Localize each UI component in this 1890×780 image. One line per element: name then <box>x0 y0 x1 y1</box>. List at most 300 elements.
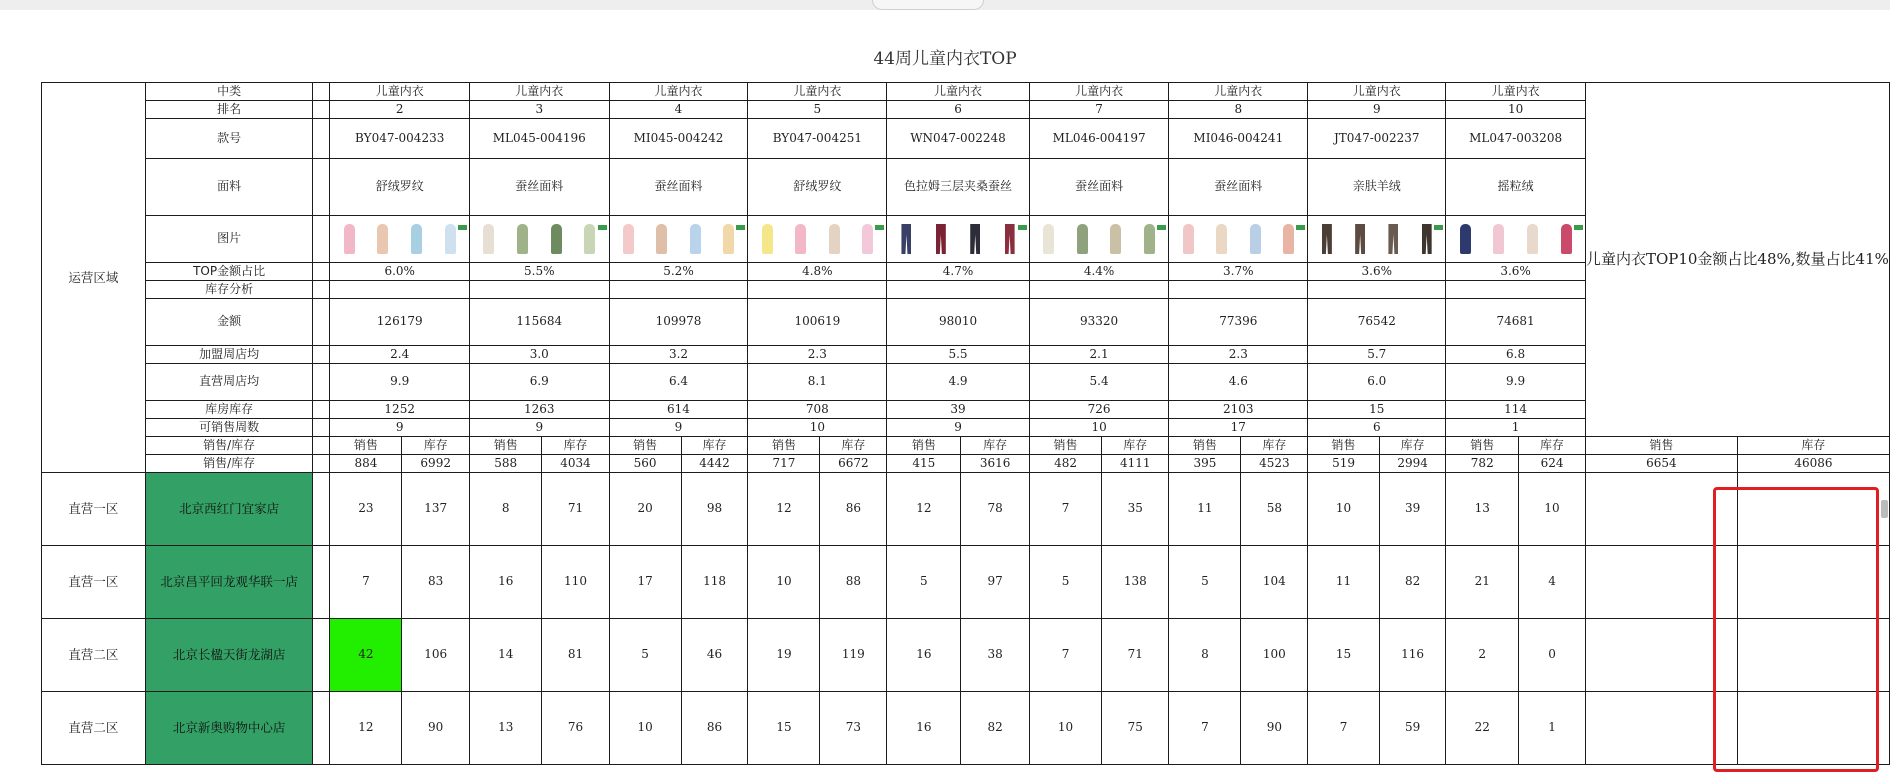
picture-tag-icon <box>1434 225 1443 230</box>
product-direct: 4.6 <box>1169 364 1308 401</box>
store-stock-cell: 71 <box>1102 619 1169 692</box>
store-sales-cell: 7 <box>1169 692 1241 765</box>
total-stock-label: 库存 <box>1737 437 1889 455</box>
product-weeks: 10 <box>1029 419 1169 437</box>
product-rank: 5 <box>748 101 887 119</box>
store-sales-cell: 8 <box>1169 619 1241 692</box>
pants-icon <box>1422 224 1432 254</box>
product-amount: 98010 <box>887 299 1030 346</box>
spacer-cell <box>313 159 330 216</box>
kid-outfit-icon <box>584 224 595 254</box>
spacer-cell <box>313 437 330 455</box>
store-sales-cell: 20 <box>609 473 681 546</box>
stock-col-label: 库存 <box>402 437 470 455</box>
sales-col-label: 销售 <box>1308 437 1380 455</box>
product-picture-cell <box>330 216 470 263</box>
store-stock-cell: 100 <box>1241 619 1308 692</box>
store-sales-cell: 11 <box>1308 546 1380 619</box>
grand-total-stock: 46086 <box>1737 455 1889 473</box>
store-sales-cell: 7 <box>1029 619 1101 692</box>
store-total-stock-cell <box>1737 619 1889 692</box>
top-products-table <box>41 82 1890 765</box>
row-label-franchise: 加盟周店均 <box>145 346 313 364</box>
collapse-handle[interactable] <box>872 0 984 10</box>
product-fabric: 蚕丝面料 <box>470 159 610 216</box>
product-warehouse: 2103 <box>1169 401 1308 419</box>
store-total-stock-cell <box>1737 546 1889 619</box>
product-franchise: 3.2 <box>609 346 748 364</box>
product-amount: 77396 <box>1169 299 1308 346</box>
row-label-inventory: 库存分析 <box>145 281 313 299</box>
store-sales-cell: 16 <box>470 546 542 619</box>
product-amount: 115684 <box>470 299 610 346</box>
product-category: 儿童内衣 <box>887 83 1030 101</box>
sales-col-label: 销售 <box>1446 437 1519 455</box>
product-weeks: 17 <box>1169 419 1308 437</box>
product-warehouse: 1263 <box>470 401 610 419</box>
store-stock-cell: 82 <box>1379 546 1445 619</box>
spacer-cell <box>313 346 330 364</box>
product-stock-total: 6672 <box>820 455 887 473</box>
product-ratio: 5.2% <box>609 263 748 281</box>
product-weeks: 1 <box>1446 419 1586 437</box>
spacer-cell <box>313 83 330 101</box>
sales-col-label: 销售 <box>1029 437 1101 455</box>
store-sales-cell: 13 <box>1446 473 1519 546</box>
kid-outfit-icon <box>762 224 773 254</box>
spacer-cell <box>313 263 330 281</box>
store-sales-cell: 10 <box>748 546 820 619</box>
product-warehouse: 39 <box>887 401 1030 419</box>
store-stock-cell: 116 <box>1379 619 1445 692</box>
empty-cell <box>887 281 1030 299</box>
row-label-amount: 金额 <box>145 299 313 346</box>
store-sales-cell: 7 <box>1308 692 1380 765</box>
product-warehouse: 1252 <box>330 401 470 419</box>
stock-col-label: 库存 <box>820 437 887 455</box>
pants-icon <box>901 224 911 254</box>
product-style: MI046-004241 <box>1169 119 1308 159</box>
window-top-bar <box>0 0 1890 10</box>
product-franchise: 2.4 <box>330 346 470 364</box>
product-style: BY047-004251 <box>748 119 887 159</box>
spacer-cell <box>313 473 330 546</box>
store-region: 直营一区 <box>42 473 146 546</box>
kid-outfit-icon <box>1077 224 1088 254</box>
kid-outfit-icon <box>795 224 806 254</box>
product-ratio: 4.4% <box>1029 263 1169 281</box>
store-sales-cell: 19 <box>748 619 820 692</box>
store-stock-cell: 71 <box>542 473 609 546</box>
store-stock-cell: 138 <box>1102 546 1169 619</box>
product-ratio: 4.8% <box>748 263 887 281</box>
product-sales-total: 560 <box>609 455 681 473</box>
picture-tag-icon <box>1574 225 1583 230</box>
product-rank: 10 <box>1446 101 1586 119</box>
store-stock-cell: 90 <box>1241 692 1308 765</box>
product-rank: 3 <box>470 101 610 119</box>
store-sales-cell: 2 <box>1446 619 1519 692</box>
stock-col-label: 库存 <box>542 437 609 455</box>
product-sales-total: 415 <box>887 455 961 473</box>
store-sales-cell: 5 <box>887 546 961 619</box>
kid-outfit-icon <box>1043 224 1054 254</box>
product-picture-cell <box>470 216 610 263</box>
store-sales-cell: 5 <box>609 619 681 692</box>
total-sales-label: 销售 <box>1585 437 1737 455</box>
sales-col-label: 销售 <box>330 437 402 455</box>
row-label-ratio: TOP金额占比 <box>145 263 313 281</box>
store-stock-cell: 10 <box>1519 473 1586 546</box>
store-row <box>42 546 1890 619</box>
row-label-sales-stock: 销售/库存 <box>145 437 313 455</box>
product-weeks: 9 <box>330 419 470 437</box>
kid-outfit-icon <box>445 224 456 254</box>
stock-col-label: 库存 <box>1102 437 1169 455</box>
product-direct: 8.1 <box>748 364 887 401</box>
store-name: 北京西红门宜家店 <box>145 473 313 546</box>
product-sales-total: 717 <box>748 455 820 473</box>
kid-outfit-icon <box>1110 224 1121 254</box>
store-sales-cell: 13 <box>470 692 542 765</box>
product-ratio: 3.7% <box>1169 263 1308 281</box>
store-stock-cell: 119 <box>820 619 887 692</box>
grand-total-sales: 6654 <box>1585 455 1737 473</box>
empty-cell <box>330 281 470 299</box>
product-style: WN047-002248 <box>887 119 1030 159</box>
spacer-cell <box>313 619 330 692</box>
spacer-cell <box>313 216 330 263</box>
picture-tag-icon <box>458 225 467 230</box>
spacer-cell <box>313 401 330 419</box>
product-fabric: 摇粒绒 <box>1446 159 1586 216</box>
store-stock-cell: 86 <box>820 473 887 546</box>
product-style: ML047-003208 <box>1446 119 1586 159</box>
kid-outfit-icon <box>1561 224 1572 254</box>
sales-col-label: 销售 <box>748 437 820 455</box>
product-rank: 9 <box>1308 101 1446 119</box>
product-direct: 9.9 <box>330 364 470 401</box>
store-stock-cell: 83 <box>402 546 470 619</box>
kid-outfit-icon <box>690 224 701 254</box>
product-ratio: 3.6% <box>1446 263 1586 281</box>
product-stock-total: 6992 <box>402 455 470 473</box>
spacer-cell <box>313 101 330 119</box>
kid-outfit-icon <box>377 224 388 254</box>
product-category: 儿童内衣 <box>470 83 610 101</box>
product-rank: 7 <box>1029 101 1169 119</box>
store-stock-cell: 78 <box>961 473 1029 546</box>
product-fabric: 亲肤羊绒 <box>1308 159 1446 216</box>
header-row-sales-stock-totals <box>42 455 1890 473</box>
store-row <box>42 692 1890 765</box>
pants-icon <box>1322 224 1332 254</box>
store-stock-cell: 90 <box>402 692 470 765</box>
product-amount: 74681 <box>1446 299 1586 346</box>
product-direct: 9.9 <box>1446 364 1586 401</box>
kid-outfit-icon <box>1460 224 1471 254</box>
product-warehouse: 726 <box>1029 401 1169 419</box>
picture-tag-icon <box>1018 225 1027 230</box>
pants-icon <box>1355 224 1365 254</box>
product-weeks: 9 <box>609 419 748 437</box>
product-picture <box>1308 224 1445 254</box>
product-picture <box>748 224 886 254</box>
product-weeks: 9 <box>887 419 1030 437</box>
product-ratio: 4.7% <box>887 263 1030 281</box>
product-direct: 6.4 <box>609 364 748 401</box>
product-style: MI045-004242 <box>609 119 748 159</box>
product-ratio: 3.6% <box>1308 263 1446 281</box>
product-warehouse: 15 <box>1308 401 1446 419</box>
spacer-cell <box>313 419 330 437</box>
pants-icon <box>970 224 980 254</box>
picture-tag-icon <box>1157 225 1166 230</box>
kid-outfit-icon <box>411 224 422 254</box>
store-sales-cell: 10 <box>609 692 681 765</box>
store-sales-cell: 14 <box>470 619 542 692</box>
scrollbar-thumb[interactable] <box>1881 500 1888 518</box>
store-stock-cell: 98 <box>681 473 748 546</box>
kid-outfit-icon <box>723 224 734 254</box>
store-stock-cell: 97 <box>961 546 1029 619</box>
product-style: ML046-004197 <box>1029 119 1169 159</box>
product-amount: 93320 <box>1029 299 1169 346</box>
store-sales-cell: 12 <box>748 473 820 546</box>
product-warehouse: 614 <box>609 401 748 419</box>
store-stock-cell: 0 <box>1519 619 1586 692</box>
picture-tag-icon <box>736 225 745 230</box>
pants-icon <box>936 224 946 254</box>
product-fabric: 色拉姆三层夹桑蚕丝 <box>887 159 1030 216</box>
product-franchise: 2.1 <box>1029 346 1169 364</box>
store-sales-cell: 23 <box>330 473 402 546</box>
product-amount: 126179 <box>330 299 470 346</box>
header-row-sales-stock-labels <box>42 437 1890 455</box>
stock-col-label: 库存 <box>961 437 1029 455</box>
store-stock-cell: 104 <box>1241 546 1308 619</box>
store-name: 北京昌平回龙观华联一店 <box>145 546 313 619</box>
product-category: 儿童内衣 <box>330 83 470 101</box>
product-stock-total: 4111 <box>1102 455 1169 473</box>
store-sales-cell: 5 <box>1029 546 1101 619</box>
store-sales-cell: 7 <box>1029 473 1101 546</box>
store-stock-cell: 58 <box>1241 473 1308 546</box>
product-franchise: 5.7 <box>1308 346 1446 364</box>
product-picture <box>1030 224 1169 254</box>
store-stock-cell: 4 <box>1519 546 1586 619</box>
product-rank: 4 <box>609 101 748 119</box>
stock-col-label: 库存 <box>681 437 748 455</box>
store-total-stock-cell <box>1737 473 1889 546</box>
product-stock-total: 2994 <box>1379 455 1445 473</box>
product-picture-cell <box>1029 216 1169 263</box>
product-stock-total: 4442 <box>681 455 748 473</box>
row-label-direct: 直营周店均 <box>145 364 313 401</box>
product-stock-total: 624 <box>1519 455 1586 473</box>
empty-cell <box>470 281 610 299</box>
store-sales-cell: 42 <box>330 619 402 692</box>
product-ratio: 5.5% <box>470 263 610 281</box>
spacer-cell <box>313 281 330 299</box>
kid-outfit-icon <box>1144 224 1155 254</box>
stock-col-label: 库存 <box>1519 437 1586 455</box>
spacer-cell <box>313 299 330 346</box>
kid-outfit-icon <box>344 224 355 254</box>
store-sales-cell: 11 <box>1169 473 1241 546</box>
store-stock-cell: 88 <box>820 546 887 619</box>
region-header: 运营区域 <box>42 83 146 473</box>
picture-tag-icon <box>875 225 884 230</box>
product-direct: 4.9 <box>887 364 1030 401</box>
product-warehouse: 114 <box>1446 401 1586 419</box>
product-picture-cell <box>1446 216 1586 263</box>
product-picture <box>470 224 609 254</box>
row-label-category: 中类 <box>145 83 313 101</box>
product-ratio: 6.0% <box>330 263 470 281</box>
store-stock-cell: 59 <box>1379 692 1445 765</box>
store-sales-cell: 22 <box>1446 692 1519 765</box>
product-fabric: 舒绒罗纹 <box>748 159 887 216</box>
kid-outfit-icon <box>1216 224 1227 254</box>
product-picture-cell <box>748 216 887 263</box>
store-stock-cell: 46 <box>681 619 748 692</box>
store-total-sales-cell <box>1585 546 1737 619</box>
kid-outfit-icon <box>1183 224 1194 254</box>
store-stock-cell: 76 <box>542 692 609 765</box>
product-amount: 109978 <box>609 299 748 346</box>
product-sales-total: 482 <box>1029 455 1101 473</box>
sales-col-label: 销售 <box>1169 437 1241 455</box>
product-style: JT047-002237 <box>1308 119 1446 159</box>
product-picture-cell <box>1308 216 1446 263</box>
store-stock-cell: 39 <box>1379 473 1445 546</box>
spacer-cell <box>313 119 330 159</box>
store-region: 直营一区 <box>42 546 146 619</box>
product-amount: 76542 <box>1308 299 1446 346</box>
store-stock-cell: 35 <box>1102 473 1169 546</box>
kid-outfit-icon <box>829 224 840 254</box>
kid-outfit-icon <box>1283 224 1294 254</box>
store-stock-cell: 106 <box>402 619 470 692</box>
product-franchise: 2.3 <box>1169 346 1308 364</box>
empty-cell <box>1169 281 1308 299</box>
store-total-stock-cell <box>1737 692 1889 765</box>
sales-col-label: 销售 <box>887 437 961 455</box>
empty-cell <box>1308 281 1446 299</box>
kid-outfit-icon <box>551 224 562 254</box>
product-category: 儿童内衣 <box>1308 83 1446 101</box>
sales-col-label: 销售 <box>470 437 542 455</box>
store-row <box>42 619 1890 692</box>
sales-col-label: 销售 <box>609 437 681 455</box>
kid-outfit-icon <box>623 224 634 254</box>
product-style: BY047-004233 <box>330 119 470 159</box>
product-direct: 6.0 <box>1308 364 1446 401</box>
store-sales-cell: 12 <box>887 473 961 546</box>
product-rank: 8 <box>1169 101 1308 119</box>
spacer-cell <box>313 546 330 619</box>
stock-col-label: 库存 <box>1241 437 1308 455</box>
product-category: 儿童内衣 <box>1446 83 1586 101</box>
product-direct: 5.4 <box>1029 364 1169 401</box>
product-sales-total: 884 <box>330 455 402 473</box>
pants-icon <box>1388 224 1398 254</box>
product-category: 儿童内衣 <box>609 83 748 101</box>
spacer-cell <box>313 455 330 473</box>
product-picture-cell <box>887 216 1030 263</box>
kid-outfit-icon <box>1250 224 1261 254</box>
kid-outfit-icon <box>483 224 494 254</box>
store-sales-cell: 12 <box>330 692 402 765</box>
kid-outfit-icon <box>862 224 873 254</box>
product-weeks: 9 <box>470 419 610 437</box>
kid-outfit-icon <box>1527 224 1538 254</box>
store-stock-cell: 118 <box>681 546 748 619</box>
product-franchise: 6.8 <box>1446 346 1586 364</box>
product-fabric: 蚕丝面料 <box>609 159 748 216</box>
product-picture <box>1169 224 1307 254</box>
kid-outfit-icon <box>656 224 667 254</box>
store-name: 北京长楹天街龙湖店 <box>145 619 313 692</box>
product-stock-total: 4523 <box>1241 455 1308 473</box>
spacer-cell <box>313 364 330 401</box>
store-stock-cell: 73 <box>820 692 887 765</box>
store-total-sales-cell <box>1585 619 1737 692</box>
product-picture <box>1446 224 1585 254</box>
store-sales-cell: 16 <box>887 619 961 692</box>
empty-cell <box>609 281 748 299</box>
product-fabric: 舒绒罗纹 <box>330 159 470 216</box>
product-picture <box>330 224 469 254</box>
product-franchise: 5.5 <box>887 346 1030 364</box>
store-sales-cell: 17 <box>609 546 681 619</box>
product-rank: 6 <box>887 101 1030 119</box>
store-sales-cell: 15 <box>748 692 820 765</box>
product-style: ML045-004196 <box>470 119 610 159</box>
row-label-style: 款号 <box>145 119 313 159</box>
store-sales-cell: 10 <box>1308 473 1380 546</box>
store-stock-cell: 137 <box>402 473 470 546</box>
store-stock-cell: 38 <box>961 619 1029 692</box>
header-row-category <box>42 83 1890 101</box>
product-direct: 6.9 <box>470 364 610 401</box>
store-row <box>42 473 1890 546</box>
product-category: 儿童内衣 <box>748 83 887 101</box>
kid-outfit-icon <box>1493 224 1504 254</box>
product-weeks: 10 <box>748 419 887 437</box>
product-picture <box>610 224 748 254</box>
product-picture-cell <box>609 216 748 263</box>
product-sales-total: 782 <box>1446 455 1519 473</box>
product-weeks: 6 <box>1308 419 1446 437</box>
product-category: 儿童内衣 <box>1169 83 1308 101</box>
product-fabric: 蚕丝面料 <box>1169 159 1308 216</box>
product-sales-total: 588 <box>470 455 542 473</box>
row-label-weeks: 可销售周数 <box>145 419 313 437</box>
row-label-picture: 图片 <box>145 216 313 263</box>
pants-icon <box>1005 224 1015 254</box>
spacer-cell <box>313 692 330 765</box>
store-stock-cell: 81 <box>542 619 609 692</box>
product-rank: 2 <box>330 101 470 119</box>
store-sales-cell: 16 <box>887 692 961 765</box>
product-stock-total: 4034 <box>542 455 609 473</box>
store-name: 北京新奥购物中心店 <box>145 692 313 765</box>
product-stock-total: 3616 <box>961 455 1029 473</box>
product-amount: 100619 <box>748 299 887 346</box>
store-stock-cell: 110 <box>542 546 609 619</box>
